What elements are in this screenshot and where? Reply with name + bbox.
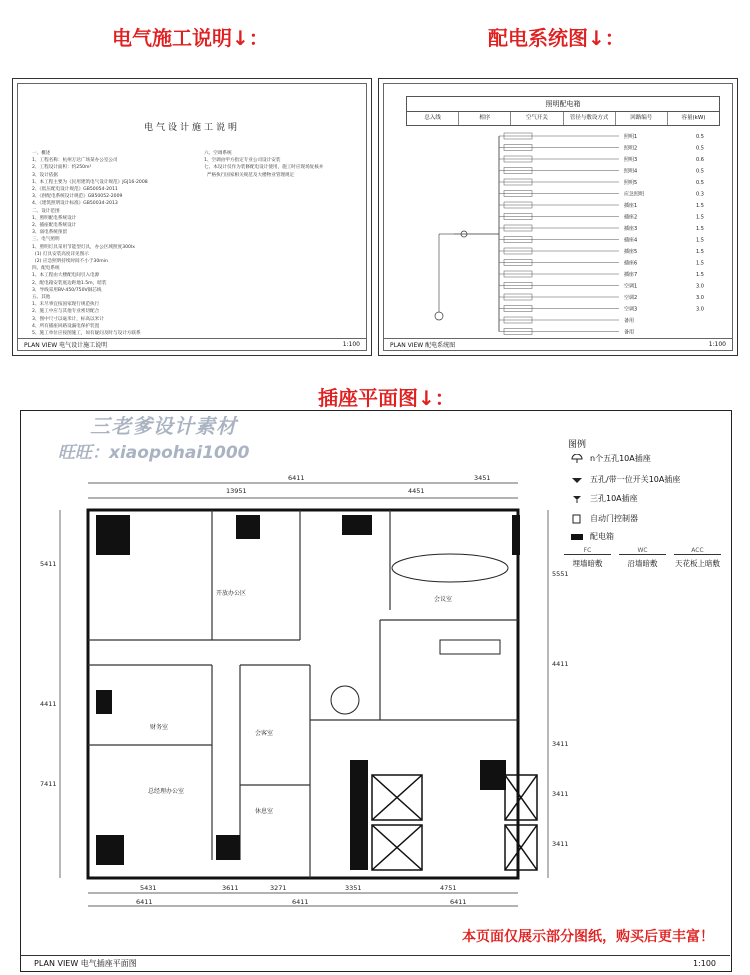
circuit-kw: 0.5 — [696, 134, 704, 140]
column — [480, 760, 506, 790]
dim-label: 3411 — [552, 790, 569, 798]
legend-label: 自动门控制器 — [590, 514, 638, 523]
notes-footer-label: PLAN VIEW 电气设计施工说明 — [24, 342, 108, 349]
system-col-header: 管径与敷设方式 — [564, 112, 616, 125]
outer-wall — [88, 510, 518, 878]
circuit-label: 空调3 — [624, 306, 638, 313]
notes-right-column: 六、空调系统 1、空调由甲方指定专业公司设计安装 七、本设计仅作为装修配电设计使用，施工时应现场复核并 严格执行国家相关规范及大楼物业管理规定 — [204, 151, 324, 178]
column — [342, 515, 372, 535]
room-label: 休息室 — [255, 808, 274, 815]
system-col-header: 相序 — [459, 112, 511, 125]
watermark-contact: 旺旺：xiaopohai1000 — [58, 443, 250, 463]
promo-text: 本页面仅展示部分图纸，购买后更丰富！ — [462, 929, 714, 945]
plan-footer-scale: 1:100 — [692, 959, 716, 968]
panel-icon — [570, 532, 584, 542]
column — [96, 690, 112, 714]
circuit-kw: 0.5 — [696, 168, 704, 175]
circuit-kw: 1.5 — [696, 260, 704, 267]
legend-label: 五孔/带一位开关10A插座 — [590, 475, 681, 484]
watermark-brand: 三老爹设计素材 — [90, 414, 237, 438]
legend-item — [570, 493, 638, 504]
reception-desk — [440, 640, 500, 654]
dim-label: 4411 — [40, 700, 57, 708]
circuit-kw: 3.0 — [696, 306, 704, 313]
dim-label: 3411 — [552, 840, 569, 848]
dim-label: 5431 — [140, 884, 157, 892]
column — [350, 760, 368, 870]
circuit-label: 插座5 — [624, 249, 638, 255]
circuit-kw: 1.5 — [696, 249, 704, 255]
column — [96, 835, 124, 865]
dim-label: 4451 — [408, 487, 425, 495]
dim-label: 13951 — [226, 487, 247, 495]
circuit-kw: 0.5 — [696, 145, 704, 152]
circuit-kw: 1.5 — [696, 272, 704, 278]
legend-item — [570, 513, 638, 524]
room-label: 会议室 — [434, 596, 453, 603]
system-col-header: 总入线 — [407, 112, 459, 125]
system-col-header: 空气开关 — [511, 112, 563, 125]
dim-label: 6411 — [292, 898, 309, 906]
heading-notes: 电气施工说明↓： — [112, 26, 269, 50]
dim-label: 5411 — [40, 560, 57, 568]
door-controller-icon — [570, 514, 584, 524]
dim-label: 3411 — [552, 740, 569, 748]
dim-label: 3351 — [345, 884, 362, 892]
dim-label: 4751 — [440, 884, 457, 892]
notes-footer-scale: 1:100 — [342, 341, 360, 348]
plan-footer — [20, 955, 730, 971]
circuit-label: 插座2 — [624, 214, 638, 221]
system-panel-title: 照明配电箱 — [406, 96, 720, 112]
system-col-header: 回路编号 — [616, 112, 668, 125]
legend-label: 配电箱 — [590, 532, 614, 541]
wiring-label: 天花板上暗敷 — [675, 559, 720, 568]
conference-table — [392, 554, 508, 582]
wiring-code: FC — [564, 547, 611, 555]
legend-label: 三孔10A插座 — [590, 494, 638, 503]
column — [512, 515, 520, 555]
circuit-label: 插座7 — [624, 272, 638, 278]
circuit-label: 空调1 — [624, 283, 638, 290]
wiring-label: 沿墙暗敷 — [627, 559, 658, 568]
notes-left-column: 一、概述 1、工程名称：杭州万达广场某办公室公司 2、工程设计面积：约250m² 3、设计依据 1、本工程主要为《民用建筑电气设计规范》JGJ16-2008 2、《低压配电设计规范》GB50054-2011 3、《供配电系统设计规范》GB50052-2009 4、《建筑照明设计标准》GB50034-2013 二、设计范围 1、照明配电系统设计 2、插座配电系统设计 3、弱电系统预留 三、电气照明 1、照明灯具采用节能型灯具，办公区域照度300lx (1) 灯具安装高度详见图示 (2) 应急照明持续时间不小于30min 四、配电系统 1、本工程由大楼配电间引入电源 2、配电箱安装底边距地1.5m，暗装 3、导线采用BV-450/750V铜芯线 五、其他 1、未尽事宜按国家现行规范执行 2、施工中应与其他专业密切配合 3、图中尺寸以毫米计，标高以米计 4、所有插座回路设漏电保护装置 5、施工单位应按图施工，如有疑问及时与设计方联系 — [32, 151, 148, 337]
dim-label: 6411 — [288, 474, 305, 482]
dim-label: 6411 — [450, 898, 467, 906]
notes-sheet-title: 电气设计施工说明 — [143, 123, 240, 133]
circuit-label: 照明2 — [624, 145, 638, 152]
system-footer-label: PLAN VIEW 配电系统图 — [390, 342, 456, 349]
circuit-kw: 0.5 — [696, 180, 704, 186]
dim-label: 4411 — [552, 660, 569, 668]
dim-label: 3611 — [222, 884, 239, 892]
circuit-kw: 1.5 — [696, 214, 704, 221]
legend-item — [570, 531, 614, 542]
column — [236, 515, 260, 539]
plan-footer-label: PLAN VIEW 电气插座平面图 — [34, 959, 137, 968]
dim-label: 3451 — [474, 474, 491, 482]
circuit-label: 插座1 — [624, 203, 638, 209]
circuit-label: 插座4 — [624, 237, 638, 244]
system-col-header: 容量(kW) — [681, 115, 706, 121]
legend-item — [570, 474, 680, 485]
circuit-kw: 1.5 — [696, 237, 704, 244]
circuit-kw: 3.0 — [696, 283, 704, 290]
wiring-legend-table — [560, 547, 725, 569]
socket-3pin-icon — [570, 494, 584, 504]
legend-title: 图例 — [568, 440, 587, 450]
circuit-kw: 0.3 — [696, 191, 704, 198]
legend-item — [570, 453, 651, 464]
room-label: 总经理办公室 — [148, 788, 185, 795]
circuit-kw: 3.0 — [696, 295, 704, 301]
circuit-kw: 1.5 — [696, 226, 704, 232]
wiring-code: ACC — [674, 547, 721, 555]
heading-system: 配电系统图↓： — [488, 26, 625, 50]
wiring-code: WC — [619, 547, 666, 555]
column — [96, 515, 130, 555]
round-table — [331, 686, 359, 714]
column — [216, 835, 240, 860]
circuit-label: 照明1 — [624, 134, 638, 140]
circuit-label: 插座6 — [624, 260, 638, 267]
circuit-label: 照明3 — [624, 157, 638, 163]
circuit-label: 插座3 — [624, 226, 638, 232]
socket-n-icon — [570, 454, 584, 464]
room-label: 财务室 — [150, 724, 169, 731]
socket-switch-icon — [570, 475, 584, 485]
dim-label: 3271 — [270, 884, 287, 892]
dim-label: 7411 — [40, 780, 57, 788]
system-footer-scale: 1:100 — [708, 341, 726, 348]
dim-label: 6411 — [136, 898, 153, 906]
dim-label: 5551 — [552, 570, 569, 578]
wiring-label: 埋墙暗敷 — [572, 559, 603, 568]
circuit-kw: 1.5 — [696, 203, 704, 209]
room-label: 开放办公区 — [216, 590, 247, 597]
circuit-label: 应急照明 — [624, 191, 645, 198]
legend-label: n个五孔10A插座 — [590, 454, 651, 463]
circuit-label: 空调2 — [624, 295, 638, 301]
circuit-kw: 0.6 — [696, 157, 704, 163]
circuit-label: 备用 — [624, 329, 635, 336]
circuit-label: 照明5 — [624, 180, 638, 186]
room-label: 会客室 — [255, 730, 274, 737]
circuit-label: 照明4 — [624, 168, 638, 175]
heading-plan: 插座平面图↓： — [318, 386, 455, 410]
circuit-label: 备用 — [624, 318, 635, 324]
